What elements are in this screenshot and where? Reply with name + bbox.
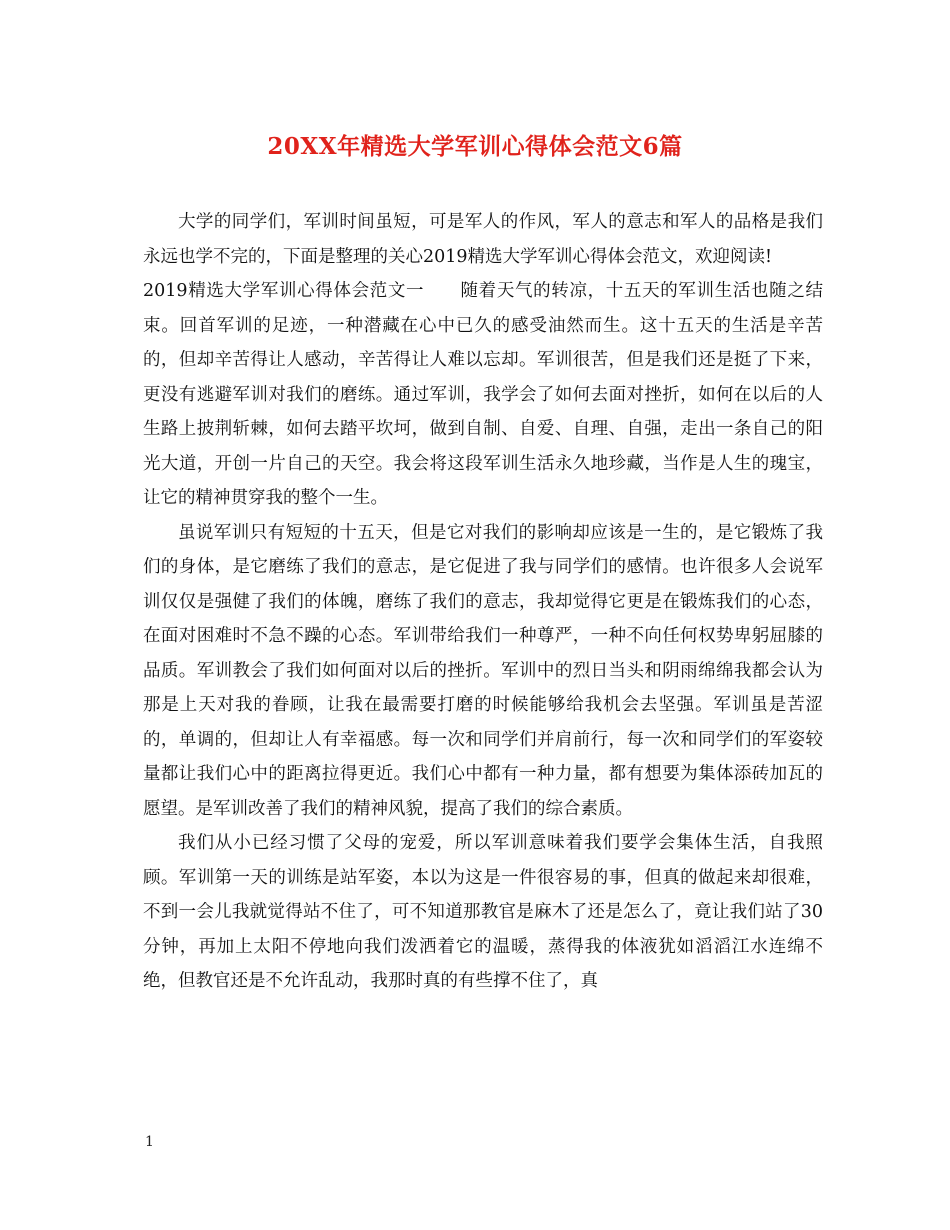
document-body	[143, 205, 823, 999]
paragraph-standing-drill: 我们从小已经习惯了父母的宠爱，所以军训意味着我们要学会集体生活，自我照顾。军训第一天的训练是站军姿，本以为这是一件很容易的事，但真的做起来却很难，不到一会儿我就觉得站不住了，可不知道那教官是麻木了还是怎么了，竟让我们站了30分钟，再加上太阳不停地向我们泼洒着它的温暖，蒸得我的体液犹如滔滔江水连绵不绝，但教官还是不允许乱动，我那时真的有些撑不住了，真	[143, 833, 823, 991]
paragraph-essay-one-start: 2019精选大学军训心得体会范文一 随着天气的转凉，十五天的军训生活也随之结束。回首军训的足迹，一种潜藏在心中已久的感受油然而生。这十五天的生活是辛苦的，但却辛苦得让人感动，辛苦得让人难以忘却。军训很苦，但是我们还是挺了下来，更没有逃避军训对我们的磨练。通过军训，我学会了如何去面对挫折，如何在以后的人生路上披荆斩棘，如何去踏平坎坷，做到自制、自爱、自理、自强，走出一条自己的阳光大道，开创一片自己的天空。我会将这段军训生活永久地珍藏，当作是人生的瑰宝，让它的精神贯穿我的整个一生。	[143, 281, 823, 508]
paragraph-training-impact: 虽说军训只有短短的十五天，但是它对我们的影响却应该是一生的，是它锻炼了我们的身体，是它磨练了我们的意志，是它促进了我与同学们的感情。也许很多人会说军训仅仅是强健了我们的体魄，磨练了我们的意志，我却觉得它更是在锻炼我们的心态，在面对困难时不急不躁的心态。军训带给我们一种尊严，一种不向任何权势卑躬屈膝的品质。军训教会了我们如何面对以后的挫折。军训中的烈日当头和阴雨绵绵我都会认为那是上天对我的眷顾，让我在最需要打磨的时候能够给我机会去坚强。军训虽是苦涩的，单调的，但却让人有幸福感。每一次和同学们并肩前行，每一次和同学们的军姿较量都让我们心中的距离拉得更近。我们心中都有一种力量，都有想要为集体添砖加瓦的愿望。是军训改善了我们的精神风貌，提高了我们的综合素质。	[143, 522, 823, 819]
document-title: 20XX年精选大学军训心得体会范文6篇	[267, 133, 683, 160]
page-number: 1	[145, 1134, 154, 1150]
paragraph-intro: 大学的同学们，军训时间虽短，可是军人的作风，军人的意志和军人的品格是我们永远也学不完的，下面是整理的关心2019精选大学军训心得体会范文，欢迎阅读!	[143, 212, 823, 267]
